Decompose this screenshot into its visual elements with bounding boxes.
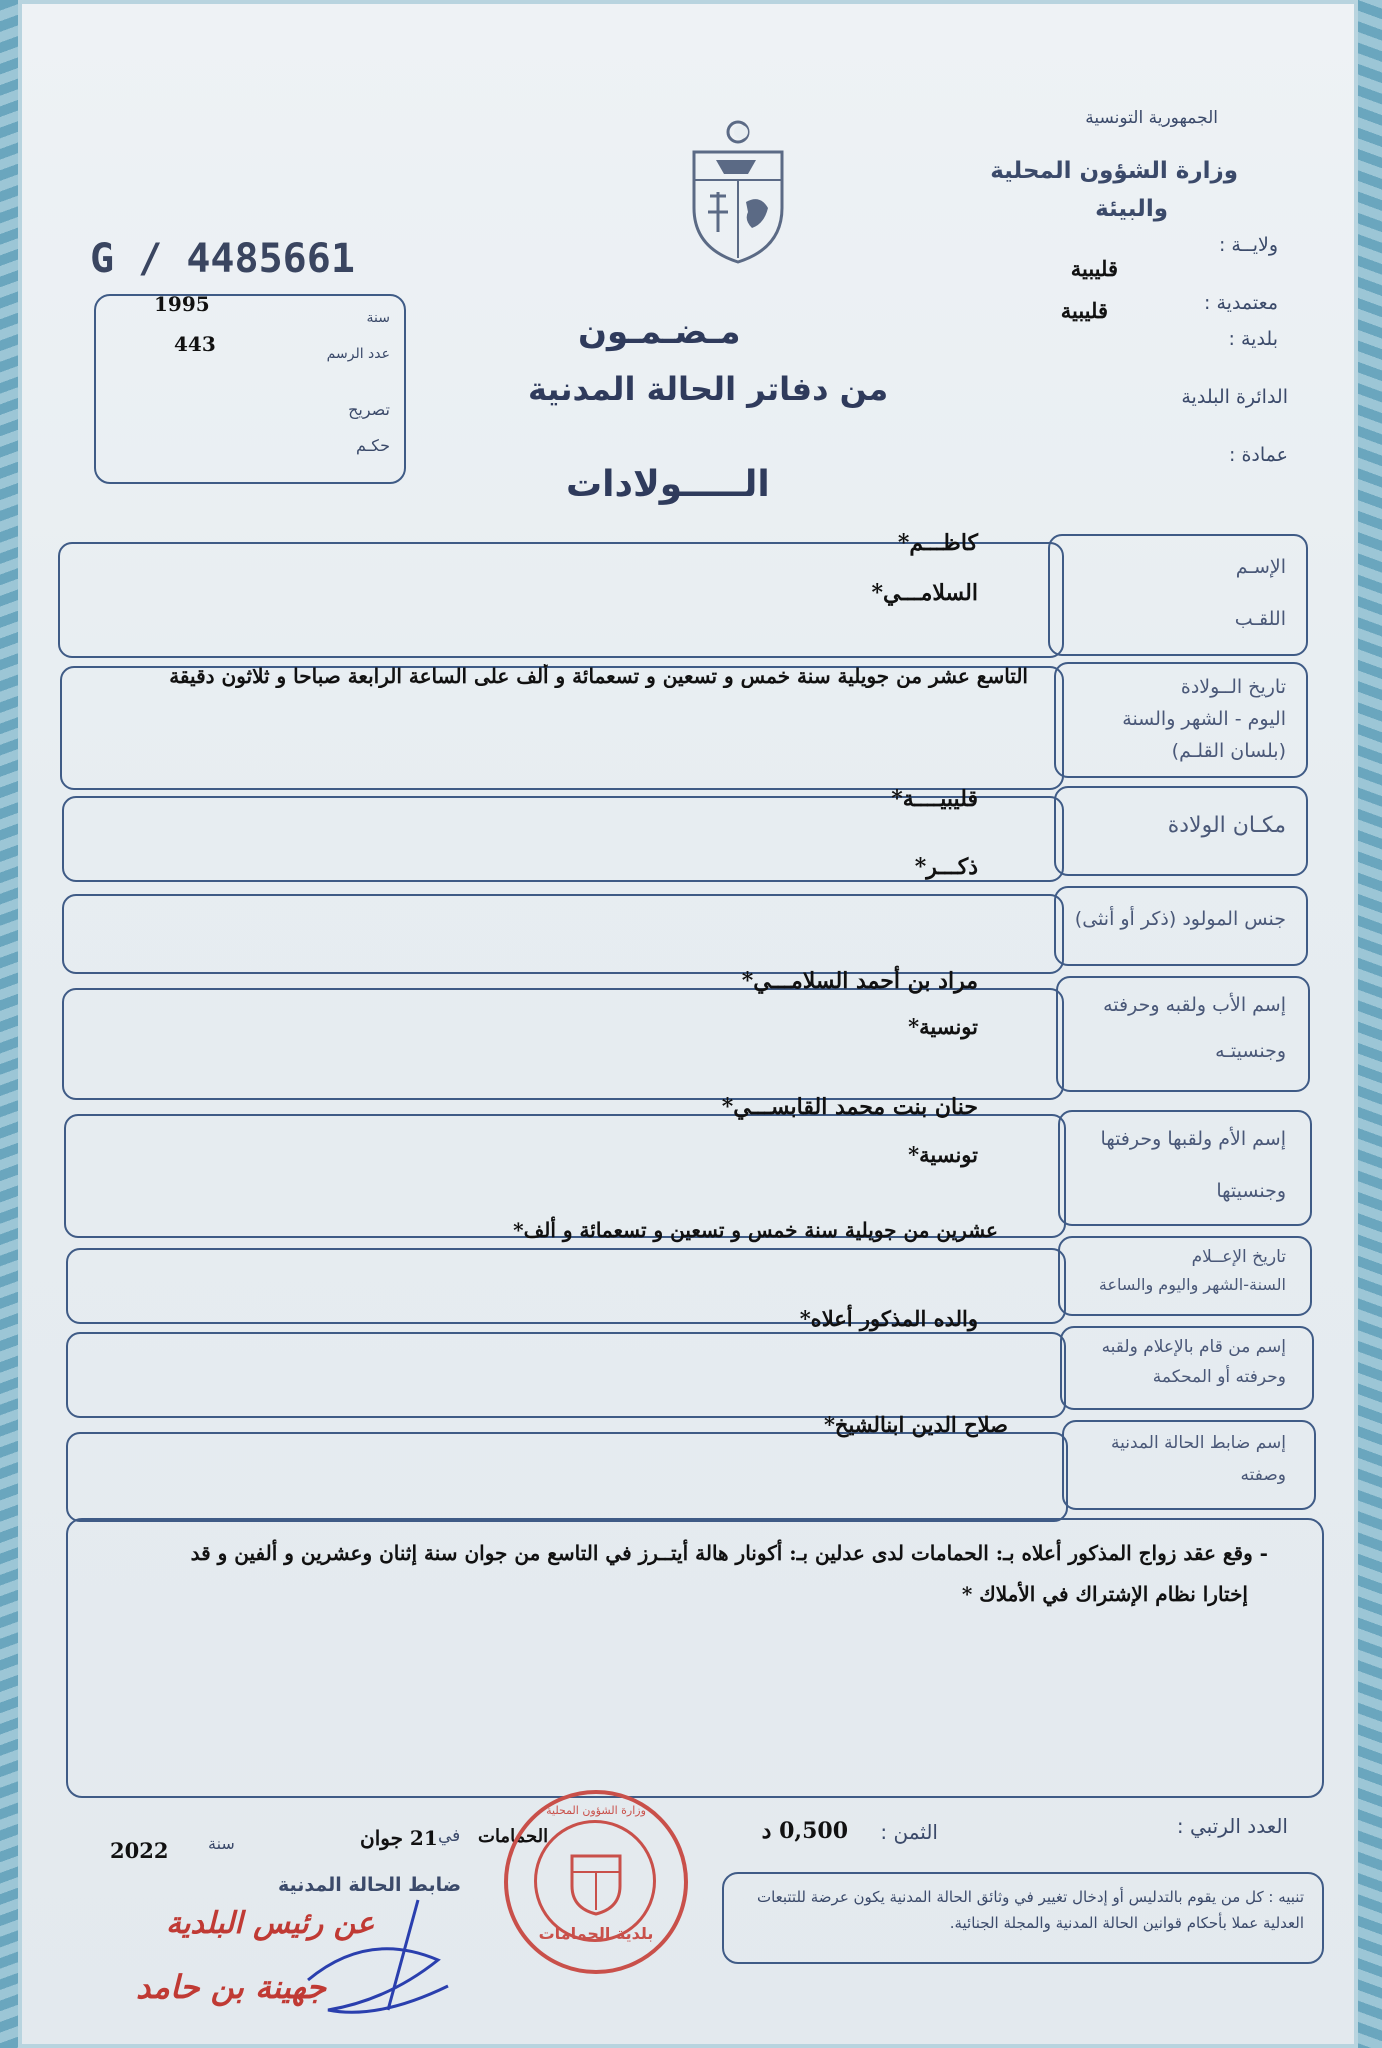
- serial-number: G / 4485661: [90, 236, 355, 282]
- value-father: مراد بن أحمد السلامـــي*: [741, 968, 978, 994]
- signature-name: جهينة بن حامد: [136, 1968, 327, 2006]
- issued-year-label: سنة: [208, 1834, 235, 1853]
- register-year-label: سنة: [366, 310, 390, 326]
- label-father-nationality: وجنسيتـه: [1215, 1040, 1286, 1062]
- tunisia-coat-of-arms-icon: [686, 116, 790, 266]
- register-year-value: 1995: [154, 292, 210, 316]
- register-number-value: 443: [174, 332, 216, 356]
- label-declarant-sub: وحرفته أو المحكمة: [1152, 1367, 1286, 1387]
- marriage-note-line-1: - وقع عقد زواج المذكور أعلاه بـ: الحمامات لدى عدلين بـ: أكونار هالة أيتــرز في التاسع من جوان سنة إثنان وعشرين و ألفين و قد: [190, 1541, 1268, 1565]
- stamp-outer-text: وزارة الشؤون المحلية: [546, 1804, 646, 1817]
- issued-date: 21 جوان: [360, 1826, 438, 1850]
- wilaya-label: ولايــة :: [1218, 234, 1278, 256]
- label-mother-nationality: وجنسيتها: [1216, 1180, 1286, 1202]
- signature-mayor-line: عن رئيس البلدية: [166, 1906, 375, 1941]
- label-birth-date-note: (بلسان القلـم): [1171, 740, 1286, 762]
- municipality-stamp: [504, 1790, 688, 1974]
- republic-label: الجمهورية التونسية: [1085, 108, 1218, 128]
- mootamadia-value: قليبية: [1060, 298, 1108, 323]
- wilaya-value: قليبية: [1070, 256, 1118, 281]
- issued-in: في: [438, 1826, 461, 1846]
- label-first-name: الإسـم: [1235, 556, 1286, 578]
- baladia-label: بلدية :: [1228, 328, 1278, 350]
- price-value: 0,500 د: [761, 1818, 848, 1844]
- value-box-sex: [62, 894, 1064, 974]
- value-box-father: [62, 988, 1064, 1100]
- register-number-label: عدد الرسم: [326, 346, 390, 362]
- label-declaration-date: تاريخ الإعــلام: [1191, 1247, 1286, 1267]
- birth-certificate: [18, 0, 1358, 2048]
- stamp-emblem-icon: [568, 1846, 624, 1916]
- label-declaration-date-sub: السنة-الشهر واليوم والساعة: [1098, 1275, 1286, 1294]
- register-box: [94, 294, 406, 484]
- value-sex: ذكـــر*: [914, 854, 978, 880]
- officer-label: ضابط الحالة المدنية: [278, 1874, 462, 1896]
- value-declarant: والده المذكور أعلاه*: [799, 1306, 978, 1331]
- value-first-name: كاظـــم*: [897, 530, 978, 556]
- value-father-nationality: تونسية*: [908, 1014, 978, 1039]
- value-birth-place: قليبيــــة*: [891, 786, 978, 812]
- title-civil-registers: من دفاتر الحالة المدنية: [528, 370, 889, 408]
- value-box-officer: [66, 1432, 1068, 1522]
- warning-text: تنبيه : كل من يقوم بالتدليس أو إدخال تغيير في وثائق الحالة المدنية يكون عرضة للتتبعات العدلية عملا بأحكام قوانين الحالة المدنية والمجلة الجنائية.: [756, 1888, 1304, 1933]
- label-mother: إسم الأم ولقبها وحرفتها: [1100, 1128, 1286, 1150]
- issued-place: الحمامات: [478, 1826, 549, 1847]
- value-last-name: السلامـــي*: [871, 580, 978, 606]
- label-last-name: اللقـب: [1234, 608, 1286, 630]
- label-birth-place: مكـان الولادة: [1167, 813, 1286, 838]
- label-officer-sub: وصفته: [1240, 1465, 1286, 1485]
- label-birth-date: تاريخ الــولادة: [1180, 676, 1286, 698]
- value-mother-nationality: تونسية*: [908, 1142, 978, 1167]
- value-mother: حنان بنت محمد القابســـي*: [721, 1094, 978, 1120]
- title-births: الـــــولادات: [566, 464, 770, 505]
- value-officer: صلاح الدين ابنالشيخ*: [823, 1412, 1008, 1437]
- label-declarant: إسم من قام بالإعلام ولقبه: [1101, 1337, 1286, 1357]
- ministry-label-2: والبيئة: [1095, 196, 1168, 222]
- marriage-note-line-2: إختارا نظام الإشتراك في الأملاك *: [961, 1582, 1248, 1606]
- value-box-declarant: [66, 1332, 1066, 1418]
- label-birth-date-sub: اليوم - الشهر والسنة: [1122, 708, 1286, 730]
- stamp-text: بلدية الحمامات: [538, 1924, 654, 1943]
- register-declaration-label: تصريح: [348, 400, 390, 419]
- label-father: إسم الأب ولقبه وحرفته: [1103, 994, 1286, 1016]
- price-label: الثمن :: [880, 1820, 938, 1844]
- mootamadia-label: معتمدية :: [1204, 292, 1278, 314]
- ordinal-number-label: العدد الرتبي :: [1176, 1814, 1288, 1838]
- omada-label: عمادة :: [1229, 444, 1288, 466]
- ministry-label: وزارة الشؤون المحلية: [990, 158, 1238, 184]
- issued-year-value: 2022: [110, 1838, 169, 1863]
- label-officer: إسم ضابط الحالة المدنية: [1111, 1433, 1286, 1453]
- register-judgment-label: حكـم: [355, 436, 390, 455]
- value-declaration-date: عشرين من جويلية سنة خمس و تسعين و تسعمائة و ألف*: [513, 1218, 998, 1242]
- value-birth-date: التاسع عشر من جويلية سنة خمس و تسعين و تسعمائة و ألف على الساعة الرابعة صباحا و ثلاثون دقيقة: [169, 664, 1028, 688]
- title-madmoun: مـضـمـون: [578, 312, 741, 352]
- municipal-district-label: الدائرة البلدية: [1181, 386, 1288, 408]
- label-sex: جنس المولود (ذكر أو أنثى): [1074, 908, 1286, 930]
- handwritten-signature-icon: [268, 1890, 468, 2040]
